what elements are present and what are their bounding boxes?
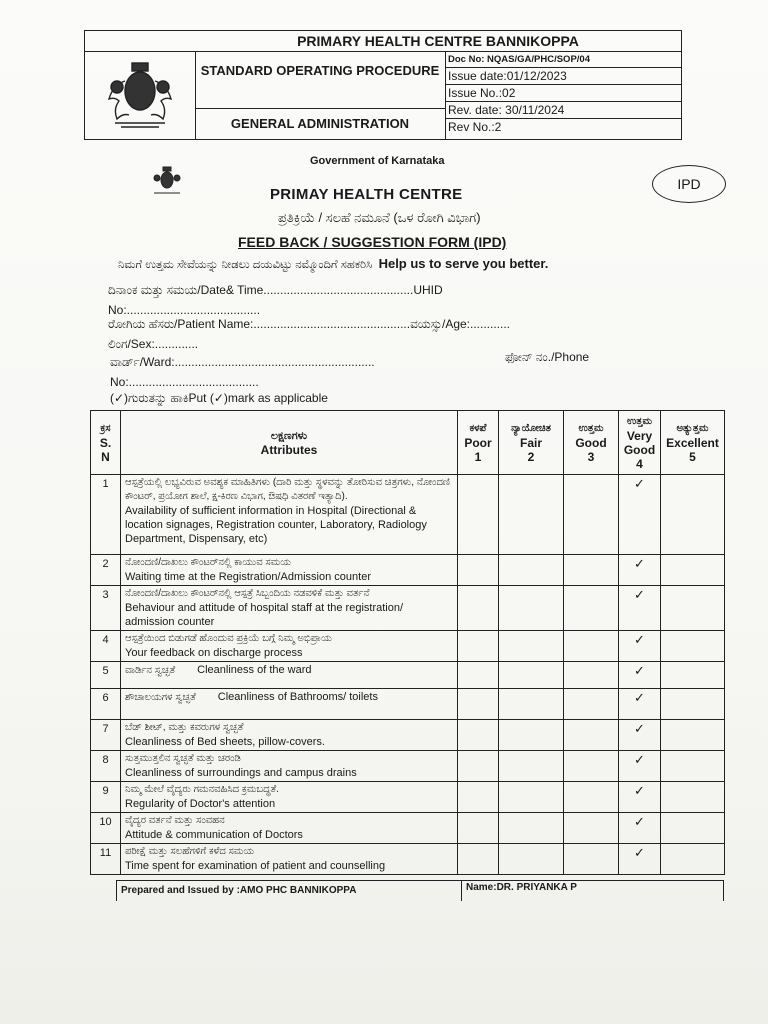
rating-cell-1[interactable] bbox=[458, 475, 499, 555]
check-mark-icon: ✓ bbox=[634, 632, 645, 647]
attribute-english: Cleanliness of Bed sheets, pillow-covers. bbox=[125, 736, 325, 748]
attribute-kannada: ಬೆಡ್ ಶೀಟ್, ಮತ್ತು ಕವರುಗಳ ಸ್ವಚ್ಛತೆ bbox=[125, 722, 244, 733]
table-row bbox=[91, 555, 725, 586]
rating-cell-5[interactable] bbox=[661, 813, 725, 844]
small-emblem-icon bbox=[146, 163, 188, 199]
rating-cell-3[interactable] bbox=[564, 555, 619, 586]
attribute-kannada: ವಾರ್ಡಿನ ಸ್ವಚ್ಛತೆ bbox=[125, 665, 176, 676]
rating-cell-5[interactable] bbox=[661, 782, 725, 813]
ipd-badge: IPD bbox=[652, 165, 726, 203]
rating-cell-1[interactable] bbox=[458, 813, 499, 844]
rating-cell-3[interactable] bbox=[564, 631, 619, 662]
attribute-english: Your feedback on discharge process bbox=[125, 647, 303, 659]
rating-cell-2[interactable] bbox=[499, 475, 564, 555]
footer-box bbox=[116, 880, 724, 901]
row-attribute bbox=[121, 555, 458, 586]
rating-cell-2[interactable] bbox=[499, 586, 564, 631]
prepared-by: Prepared and Issued by :AMO PHC BANNIKOPPA bbox=[121, 885, 357, 896]
rating-cell-2[interactable] bbox=[499, 631, 564, 662]
table-row bbox=[91, 782, 725, 813]
rating-cell-5[interactable] bbox=[661, 475, 725, 555]
rating-cell-3[interactable] bbox=[564, 844, 619, 875]
rating-cell-3[interactable] bbox=[564, 720, 619, 751]
doc-number: Doc No: NQAS/GA/PHC/SOP/04 bbox=[445, 51, 681, 68]
check-mark-icon: ✓ bbox=[634, 587, 645, 602]
rating-cell-4[interactable] bbox=[619, 751, 661, 782]
rating-cell-5[interactable] bbox=[661, 751, 725, 782]
issue-date: Issue date:01/12/2023 bbox=[445, 68, 681, 85]
row-number: 9 bbox=[91, 782, 121, 813]
rating-cell-2[interactable] bbox=[499, 751, 564, 782]
rating-cell-5[interactable] bbox=[661, 662, 725, 689]
attribute-english: Waiting time at the Registration/Admission counter bbox=[125, 571, 371, 583]
attribute-kannada: ಆಸ್ಪತ್ರೆಯಿಂದ ಬಿಡುಗಡೆ ಹೊಂದುವ ಪ್ರಕ್ರಿಯೆ ಬಗ್ಗೆ ನಿಮ್ಮ ಅಭಿಪ್ರಾಯ bbox=[125, 633, 332, 644]
row-number: 4 bbox=[91, 631, 121, 662]
attribute-english: Behaviour and attitude of hospital staff at the registration/ admission counter bbox=[125, 602, 404, 628]
help-line bbox=[118, 256, 548, 272]
rating-cell-2[interactable] bbox=[499, 662, 564, 689]
table-row bbox=[91, 586, 725, 631]
row-attribute bbox=[121, 631, 458, 662]
row-number: 10 bbox=[91, 813, 121, 844]
help-english: Help us to serve you better. bbox=[378, 256, 549, 271]
rating-cell-1[interactable] bbox=[458, 782, 499, 813]
check-mark-icon: ✓ bbox=[634, 690, 645, 705]
rating-cell-3[interactable] bbox=[564, 813, 619, 844]
rating-cell-4[interactable] bbox=[619, 586, 661, 631]
attributes-header: ಲಕ್ಷಣಗಳು Attributes bbox=[121, 411, 458, 475]
row-number: 8 bbox=[91, 751, 121, 782]
rating-cell-2[interactable] bbox=[499, 689, 564, 720]
karnataka-emblem-icon bbox=[85, 51, 196, 139]
rating-cell-1[interactable] bbox=[458, 631, 499, 662]
header-doc-info bbox=[445, 51, 681, 139]
check-mark-icon: ✓ bbox=[634, 752, 645, 767]
rating-cell-5[interactable] bbox=[661, 586, 725, 631]
attribute-kannada: ಸುತ್ತಮುತ್ತಲಿನ ಸ್ವಚ್ಛತೆ ಮತ್ತು ಚರಂಡಿ bbox=[125, 753, 241, 764]
section-label: GENERAL ADMINISTRATION bbox=[230, 116, 410, 131]
rating-cell-3[interactable] bbox=[564, 662, 619, 689]
phone-label: ಫೋನ್ ನಂ./Phone bbox=[505, 350, 590, 364]
rating-cell-4[interactable] bbox=[619, 813, 661, 844]
attribute-kannada: ಆಸ್ಪತ್ರೆಯಲ್ಲಿ ಲಭ್ಯವಿರುವ ಅವಶ್ಯಕ ಮಾಹಿತಿಗಳು (ದಾರಿ ಮತ್ತು ಸ್ಥಳವನ್ನು ತೋರಿಸುವ ಚಿತ್ರಗಳು, ನೋಂದಣಿ ಕೌಂಟರ್, ಪ್ರಯೋಗ ಶಾಲೆ, ಕ್ಷ-ಕಿರಣ ವಿಭಾಗ, ಔಷಧಿ ವಿತರಣೆ ಇತ್ಯಾದಿ). bbox=[125, 477, 450, 502]
rating-cell-2[interactable] bbox=[499, 844, 564, 875]
row-attribute bbox=[121, 689, 458, 720]
rating-cell-5[interactable] bbox=[661, 555, 725, 586]
attribute-english: Regularity of Doctor's attention bbox=[125, 798, 276, 810]
rating-cell-5[interactable] bbox=[661, 689, 725, 720]
rating-cell-4[interactable] bbox=[619, 720, 661, 751]
row-attribute bbox=[121, 751, 458, 782]
row-number: 7 bbox=[91, 720, 121, 751]
table-row bbox=[91, 631, 725, 662]
check-mark-icon: ✓ bbox=[634, 476, 645, 491]
rating-cell-1[interactable] bbox=[458, 555, 499, 586]
rating-cell-4[interactable] bbox=[619, 662, 661, 689]
rating-cell-3[interactable] bbox=[564, 689, 619, 720]
signatory-name: Name:DR. PRIYANKA P bbox=[461, 881, 577, 901]
rating-cell-1[interactable] bbox=[458, 751, 499, 782]
ward-field[interactable]: ವಾರ್ಡ್/Ward:............................................................ bbox=[110, 355, 375, 369]
row-attribute bbox=[121, 813, 458, 844]
rating-cell-2[interactable] bbox=[499, 555, 564, 586]
rating-cell-2[interactable] bbox=[499, 813, 564, 844]
attribute-english: Attitude & communication of Doctors bbox=[125, 829, 303, 841]
rating-cell-2[interactable] bbox=[499, 720, 564, 751]
rating-cell-3[interactable] bbox=[564, 586, 619, 631]
row-number: 1 bbox=[91, 475, 121, 555]
row-attribute bbox=[121, 662, 458, 689]
rating-cell-3[interactable] bbox=[564, 782, 619, 813]
rating-cell-1[interactable] bbox=[458, 720, 499, 751]
check-mark-icon: ✓ bbox=[634, 663, 645, 678]
document-header-box bbox=[84, 30, 682, 140]
rating-cell-2[interactable] bbox=[499, 782, 564, 813]
mark-instruction: (✓)ಗುರುತನ್ನು ಹಾಕಿPut (✓)mark as applicable bbox=[110, 391, 328, 405]
attribute-english: Cleanliness of the ward bbox=[197, 664, 312, 676]
table-row bbox=[91, 662, 725, 689]
table-header-row bbox=[91, 411, 725, 475]
issue-number: Issue No.:02 bbox=[445, 85, 681, 102]
attribute-kannada: ನಿಮ್ಮ ಮೇಲೆ ವೈದ್ಯರು ಗಮನವಹಿಸಿದ ಕ್ರಮಬದ್ಧತೆ. bbox=[125, 784, 279, 795]
uhid-field[interactable]: No:........................................ bbox=[108, 303, 261, 317]
sex-field[interactable]: ಲಿಂಗ/Sex:............. bbox=[108, 337, 199, 351]
rating-cell-5[interactable] bbox=[661, 631, 725, 662]
attribute-english: Cleanliness of Bathrooms/ toilets bbox=[217, 691, 378, 703]
patient-name-field[interactable]: ರೋಗಿಯ ಹೆಸರು/Patient Name:...............................................ವಯಸ್ಸು/Age:............ bbox=[108, 317, 511, 331]
table-row bbox=[91, 751, 725, 782]
sn-header: ಕ್ರಸ S. N bbox=[91, 411, 121, 475]
check-mark-icon: ✓ bbox=[634, 556, 645, 571]
header-title-bar bbox=[85, 31, 681, 52]
rating-cell-3[interactable] bbox=[564, 751, 619, 782]
centre-title: PRIMAY HEALTH CENTRE bbox=[270, 186, 463, 203]
attribute-kannada: ನೋಂದಣಿ/ದಾಖಲು ಕೌಂಟರ್‌ನಲ್ಲಿ ಆಸ್ಪತ್ರೆ ಸಿಬ್ಬಂದಿಯ ನಡವಳಿಕೆ ಮತ್ತು ವರ್ತನೆ bbox=[125, 588, 370, 599]
attribute-kannada: ಪರೀಕ್ಷೆ ಮತ್ತು ಸಲಹೆಗಳಿಗೆ ಕಳೆದ ಸಮಯ bbox=[125, 846, 255, 857]
header-middle bbox=[195, 51, 446, 139]
rating-cell-4[interactable] bbox=[619, 782, 661, 813]
rating-cell-1[interactable] bbox=[458, 844, 499, 875]
row-number: 2 bbox=[91, 555, 121, 586]
government-label: Government of Karnataka bbox=[310, 155, 445, 167]
revision-number: Rev No.:2 bbox=[448, 120, 502, 134]
header-title: PRIMARY HEALTH CENTRE BANNIKOPPA bbox=[297, 33, 579, 49]
row-number: 3 bbox=[91, 586, 121, 631]
rating-cell-1[interactable] bbox=[458, 586, 499, 631]
rating-cell-5[interactable] bbox=[661, 720, 725, 751]
rating-cell-4[interactable] bbox=[619, 555, 661, 586]
rating-cell-3[interactable] bbox=[564, 475, 619, 555]
table-row bbox=[91, 475, 725, 555]
table-row bbox=[91, 689, 725, 720]
row-attribute bbox=[121, 475, 458, 555]
feedback-table bbox=[90, 410, 725, 875]
rating-header-very-good: ಉತ್ತಮ Very Good 4 bbox=[619, 411, 661, 475]
attribute-english: Cleanliness of surroundings and campus drains bbox=[125, 767, 357, 779]
attribute-english: Availability of sufficient information in Hospital (Directional & location signages, Registration counter, Laboratory, Radiology Department, Dispensary, etc) bbox=[125, 505, 427, 545]
table-row bbox=[91, 720, 725, 751]
revision-date: Rev. date: 30/11/2024 bbox=[445, 102, 681, 119]
sop-label: STANDARD OPERATING PROCEDURE bbox=[195, 51, 445, 109]
rating-header-excellent: ಅತ್ಯುತ್ತಮ Excellent 5 bbox=[661, 411, 725, 475]
rating-cell-1[interactable] bbox=[458, 662, 499, 689]
row-number: 11 bbox=[91, 844, 121, 875]
rating-header-fair: ನ್ಯಾಯೋಚಿತ Fair 2 bbox=[499, 411, 564, 475]
row-attribute bbox=[121, 586, 458, 631]
rating-cell-4[interactable] bbox=[619, 689, 661, 720]
attribute-kannada: ಶೌಚಾಲಯಗಳ ಸ್ವಚ್ಛತೆ bbox=[125, 692, 196, 703]
check-mark-icon: ✓ bbox=[634, 721, 645, 736]
row-attribute bbox=[121, 782, 458, 813]
help-kannada: ನಿಮಗೆ ಉತ್ತಮ ಸೇವೆಯನ್ನು ನೀಡಲು ದಯವಿಟ್ಟು ನಮ್ಮೊಂದಿಗೆ ಸಹಕರಿಸಿ bbox=[118, 259, 373, 271]
rating-cell-4[interactable] bbox=[619, 844, 661, 875]
phone-field[interactable]: No:....................................... bbox=[110, 375, 259, 389]
attribute-english: Time spent for examination of patient and counselling bbox=[125, 860, 386, 872]
row-attribute bbox=[121, 720, 458, 751]
rating-cell-4[interactable] bbox=[619, 475, 661, 555]
check-mark-icon: ✓ bbox=[634, 783, 645, 798]
rating-cell-1[interactable] bbox=[458, 689, 499, 720]
row-number: 5 bbox=[91, 662, 121, 689]
form-title: FEED BACK / SUGGESTION FORM (IPD) bbox=[238, 234, 507, 250]
date-time-field[interactable]: ದಿನಾಂಕ ಮತ್ತು ಸಮಯ/Date& Time.............................................UHID bbox=[108, 283, 443, 297]
table-row bbox=[91, 844, 725, 875]
rating-header-good: ಉತ್ತಮ Good 3 bbox=[564, 411, 619, 475]
check-mark-icon: ✓ bbox=[634, 845, 645, 860]
rating-cell-5[interactable] bbox=[661, 844, 725, 875]
attribute-kannada: ವೈದ್ಯರ ವರ್ತನೆ ಮತ್ತು ಸಂವಹನ bbox=[125, 815, 225, 826]
table-body bbox=[91, 475, 725, 875]
kannada-title: ಪ್ರತಿಕ್ರಿಯೆ / ಸಲಹೆ ನಮೂನೆ (ಒಳ ರೋಗಿ ವಿಭಾಗ) bbox=[278, 210, 481, 225]
attribute-kannada: ನೋಂದಣಿ/ದಾಖಲು ಕೌಂಟರ್‌ನಲ್ಲಿ ಕಾಯುವ ಸಮಯ bbox=[125, 557, 291, 568]
rating-header-poor: ಕಳಪೆ Poor 1 bbox=[458, 411, 499, 475]
table-row bbox=[91, 813, 725, 844]
row-number: 6 bbox=[91, 689, 121, 720]
row-attribute bbox=[121, 844, 458, 875]
rating-cell-4[interactable] bbox=[619, 631, 661, 662]
check-mark-icon: ✓ bbox=[634, 814, 645, 829]
